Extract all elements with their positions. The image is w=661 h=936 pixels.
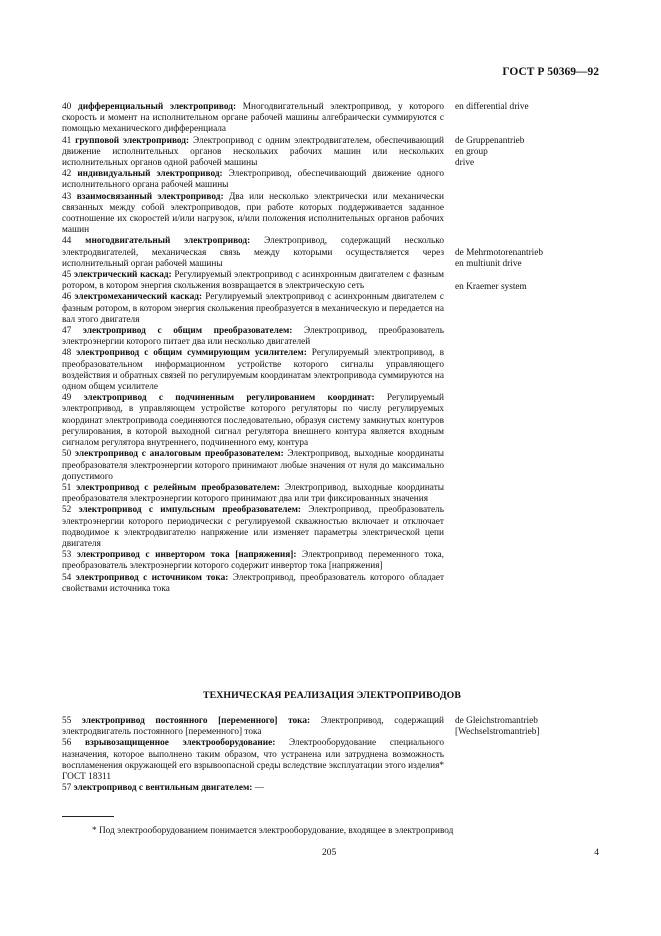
term-number: 47	[62, 326, 72, 337]
term-entry	[62, 573, 444, 595]
term-entry	[62, 326, 444, 348]
equivalent-line: de Gruppenantrieb	[455, 136, 525, 146]
terms-list	[62, 102, 444, 595]
term-number: 49	[62, 393, 72, 404]
term-name: дифференциальный электропривод:	[78, 102, 237, 112]
term-entry	[62, 169, 444, 191]
equivalent-line: en group	[455, 147, 488, 158]
term-entry	[62, 716, 444, 738]
term-number: 41	[62, 135, 72, 146]
term-entry	[62, 449, 444, 483]
equivalent-line: [Wechselstromantrieb]	[455, 727, 540, 738]
document-header: ГОСТ Р 50369—92	[502, 66, 599, 78]
term-entry	[62, 550, 444, 572]
term-definition: Регулируемый электропривод с асинхронным двигателем с фазным ротором, в котором энергия скольжения преобразуется в механическую и передается на вал этого двигателя	[62, 292, 444, 325]
term-name: взрывозащищенное электрооборудование:	[85, 738, 276, 749]
term-entry	[62, 738, 444, 783]
term-definition: Регулируемый электропривод, в преобразовательном информационном устройстве которого сигналы управляющего воздействия и обратных связей по регулируемым координатам электропривода суммируются на одном общем усилителе	[62, 348, 445, 393]
term-number: 42	[62, 169, 72, 180]
term-name: электропривод с подчиненным регулированием координат:	[83, 393, 375, 404]
term-name: многодвигательный электропривод:	[85, 236, 251, 247]
term-definition: Электропривод, преобразователь электроэнергии которого питает два или несколько двигателей	[62, 326, 445, 348]
term-number: 43	[62, 191, 72, 202]
term-number: 44	[62, 236, 72, 247]
term-entry	[62, 236, 444, 270]
terms-list-2	[62, 716, 444, 794]
term-entry	[62, 192, 444, 237]
term-name: групповой электропривод:	[75, 135, 190, 146]
term-name: взаимосвязанный электропривод:	[76, 191, 224, 202]
term-entry	[62, 102, 444, 136]
equivalent-45	[455, 282, 605, 293]
term-number: 46	[62, 292, 72, 303]
term-definition: Электрооборудование специального назначения, которое выполнено таким образом, что устранена или затруднена возможность воспламенения окружающей его взрывоопасной среды вследствие эксплуатации этого изделия* ГОСТ 18311	[62, 738, 445, 783]
term-number: 40	[62, 102, 72, 112]
term-definition: Электропривод, выходные координаты преобразователя электроэнергии которого принимают два или три фиксированных значения	[62, 482, 445, 505]
page-number: 205	[322, 848, 337, 858]
term-name: электропривод с релейным преобразователем:	[76, 482, 280, 493]
term-definition: Регулируемый электропривод, в управляющем устройстве которого регуляторы по числу регулируемых координат электропривода соединяются последовательно, образуя систему замкнутых контуров регулирования, в которой выходной сигнал регулятора внешнего контура является входным сигналом регулятора внутреннего, подчиненного ему, контура	[62, 393, 445, 449]
equivalent-line: de Mehrmotorenantrieb	[455, 248, 544, 258]
term-name: электромеханический каскад:	[74, 292, 203, 303]
term-definition: Многодвигательный электропривод, у которого скорость и момент на исполнительном органе рабочей машины алгебраически суммируются с помощью механического дифференциала	[62, 102, 444, 135]
term-entry	[62, 348, 444, 393]
term-entry	[62, 393, 444, 449]
term-number: 57	[62, 783, 72, 794]
term-definition: Электропривод, выходные координаты преобразователя электроэнергии которого принимают любые значения от нуля до максимально допустимого	[62, 449, 445, 482]
term-name: электропривод с импульсным преобразователем:	[78, 505, 301, 516]
footnote-divider	[62, 816, 114, 817]
term-name: электропривод с общим суммирующим усилителем:	[76, 348, 307, 359]
term-name: индивидуальный электропривод:	[77, 169, 223, 180]
equivalent-44	[455, 248, 605, 270]
equivalent-line: en differential drive	[455, 102, 529, 112]
term-name: электропривод с инвертором тока [напряжения]:	[76, 550, 297, 561]
term-definition: Электропривод, преобразователь электроэнергии которого периодически с регулируемой скважностью включает и отключает подводимое к электродвигателю напряжение или изменяет параметры электрической цепи двигателя	[62, 505, 444, 549]
term-number: 48	[62, 348, 72, 359]
equivalent-line: en multiunit drive	[455, 259, 522, 270]
term-number: 55	[62, 716, 72, 726]
term-name: электропривод с общим преобразователем:	[82, 326, 293, 337]
term-definition: Электропривод, преобразователь которого обладает свойствами источника тока	[62, 572, 445, 594]
equivalent-line: en Kraemer system	[455, 282, 527, 292]
equivalent-55	[455, 716, 605, 738]
page-number-right: 4	[594, 848, 599, 858]
term-entry	[62, 292, 444, 326]
term-name: электропривод постоянного [переменного] тока:	[81, 716, 311, 726]
term-number: 54	[62, 572, 72, 583]
equivalent-line: de Gleichstromantrieb	[455, 716, 538, 726]
term-number: 50	[62, 449, 72, 460]
term-definition: Электропривод переменного тока, преобразователь электроэнергии которого содержит инвертор тока [напряжения]	[62, 550, 444, 572]
term-number: 56	[62, 738, 72, 749]
term-definition: Электропривод, содержащий электродвигатель постоянного [переменного] тока	[62, 716, 444, 738]
term-entry	[62, 136, 444, 170]
footnote: * Под электрооборудованием понимается электрооборудование, входящее в электропривод	[92, 826, 454, 836]
term-entry	[62, 270, 444, 292]
term-name: электропривод с аналоговым преобразователем:	[75, 449, 284, 460]
term-definition: Электропривод, обеспечивающий движение одного исполнительного органа рабочей машины	[62, 169, 445, 191]
term-name: электропривод с источником тока:	[75, 572, 229, 583]
term-entry	[62, 783, 444, 794]
term-definition: Электропривод, содержащий несколько электродвигателей, механическая связь между которыми осуществляется через исполнительный орган рабочей машины	[62, 236, 444, 269]
term-number: 52	[62, 505, 72, 516]
term-definition: —	[254, 783, 265, 794]
equivalent-line: drive	[455, 158, 475, 169]
equivalent-40	[455, 102, 605, 113]
term-entry	[62, 505, 444, 550]
equivalent-41	[455, 136, 605, 170]
term-number: 53	[62, 550, 72, 561]
section-title: ТЕХНИЧЕСКАЯ РЕАЛИЗАЦИЯ ЭЛЕКТРОПРИВОДОВ	[202, 690, 462, 701]
term-definition: Электропривод с одним электродвигателем, обеспечивающий движение исполнительных органов нескольких рабочих машин или нескольких исполнительных органов одной рабочей машины	[62, 135, 444, 169]
term-name: электропривод с вентильным двигателем:	[73, 783, 253, 794]
term-number: 45	[62, 270, 72, 281]
term-definition: Регулируемый электропривод с асинхронным двигателем с фазным ротором, в котором энергия скольжения возвращается в электрическую сеть	[62, 270, 445, 292]
term-entry	[62, 483, 444, 505]
term-number: 51	[62, 482, 72, 493]
term-definition: Два или несколько электрически или механически связанных между собой электроприводов, при работе которых поддерживается заданное соотношение их скоростей и/или нагрузок, и/или положения исполнительных органов рабочих машин	[62, 191, 445, 236]
term-name: электрический каскад:	[73, 270, 172, 281]
